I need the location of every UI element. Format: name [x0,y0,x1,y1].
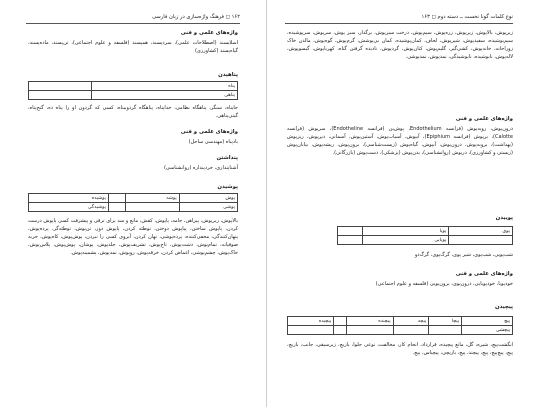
table-row [288,326,513,335]
table-row [338,227,513,236]
table-row [29,194,238,203]
paragraph: اسلایسند (اصطلاحات علمی)، سردپسند، همپسند (فلسفه و علوم اجتماعی)، تن‌پسند، ماده‌پسند، گیاه‌پسند (کشاورزی) [28,40,238,54]
table-row [29,91,238,100]
table-cell [29,91,92,100]
table-cell [334,326,347,335]
right-page [267,0,534,407]
paragraph: زیرپوش، بالاپوش، زیرپوش، زره‌پوش، سیم‌پوش، درخت سبزپوش، برگدار، سبز پوش، سرپوش، سرپوشیده، سیم‌پوشیده، سفیدپوش، شیرپوش، لحاف، کمان‌پوشیده، کمان بی‌پوشش، گرم‌پوش، گوه‌پوش، مالدن خاک زوراخانه، خانه‌پوش، کشی‌گیر، گلیم‌پوش، کتان‌پوش، گردپوش، نادیده گرفتن گناه، کهربا‌پوش، گیسوپوش، لاله‌پوش، نابوشیده، نابوشیدگی، نمدپوش، نمدپوشی. [287,30,513,60]
table-cell [109,194,126,203]
section-heading: واژه‌های علمی و فنی [180,30,238,36]
table-cell: پیچیده [288,317,334,326]
section-heading: واژه‌های علمی و فنی [455,271,513,277]
table-cell [429,326,462,335]
section-heading: پیچیدن [494,304,513,310]
table-row [338,236,513,245]
word-table [287,316,513,335]
paragraph: آشناپنداری، خردپنداره (روانشناسی) [163,165,238,171]
paragraph: شب‌پویی، شب‌پوی، شیر پوی، گرگ‌پوی، گرگ‌دو [414,252,513,258]
paragraph: بالاپوش، زیرپوش، پیراهن، جامه، پاپوش، کفش، مانع و سد برای ترقی و پیشرفت کسی پاپوش درست کردن، پاپوش ساختن، پیاپوش دوختن، توطئه کردن، پاپوش دوز، تن‌پوش، توطئه‌گر، پرده‌پوش، پنهان‌کنندگی، مخفی‌کننده، پرده‌پوشی، نهان کردن، آبروی کسی را نبردن، پوش‌پوش، کاه‌پوش، حربه صوفیانه، تمام‌پوش، دشت‌پوش، تاج‌پوش، تشریف‌پوش، جلد‌پوش، پوشان، پوش‌پوش، پلاس‌پوش، خاک‌پوش، چشم‌پوشی، اغماض کردن، خرقه‌پوش، رو‌پوش، نمدپوش، پشمینه‌پوش. [28,218,238,256]
page-header: ۱۶۲ ◻ فرهنگ واژه‌سازی در زبان فارسی [152,14,240,20]
section-heading: پوشیدن [217,184,238,190]
paragraph: خودپویا، خودپویایی، درون‌پوی، برون‌پویی (فلسفه و علوم اجتماعی) [375,281,513,287]
table-cell: پیچا [429,317,462,326]
table-cell: پناهی [91,91,237,100]
paragraph: درون‌پوش، رویه‌پوش (فرانسه Endothelium، پوش‌بن (فرانسه Endotheline)، سرپوش (فرانسه Calotte)، برپوش (فرانسه Epiphium)، آبپوش، آسیاب‌پوش، آستین‌پوش، آسمانی، دیرپوش، ریزپوش (بهداشت)، بروبه‌پوش، درون‌پوش، آبپوش، گیاه‌پوش (زیست‌شناسی)، برون‌پوش، ریشه‌پوش، بیابان‌پوش (زیستی و کشاورزی)، درپوش (روانشناسی)، بدن‌پوش (پزشکی)، دست‌پوش (بازرگانی). [287,126,514,156]
table-cell: پوش [179,194,237,203]
table-cell [338,227,363,236]
table-cell: پویا [363,227,449,236]
table-cell: پوشیده [29,194,109,203]
table-row [29,203,238,212]
section-heading: پناهیدن [218,72,238,78]
table-cell [334,317,347,326]
table-row [288,317,513,326]
word-table [28,193,238,212]
table-cell: پیچه [393,317,429,326]
word-table [337,226,513,245]
table-cell [449,236,513,245]
header-rule [26,23,240,24]
table-cell [338,236,363,245]
section-heading: واژه‌های علمی و فنی [180,129,238,135]
table-cell: پیچشی [462,326,513,335]
table-cell: پوشه [126,194,179,203]
paragraph: جایناه، سنگر، پناهگاه نظامی، خداپناه، پناهگاه گردوبیناه، کسی که گردون او را پناه ده، گنج‌پناه، گیتی‌پناهی. [28,105,238,119]
table-cell: پوشی [179,203,237,212]
paragraph: انگشت‌پیچ، شیره، گل، مانع پیچیده، قرارداد، انجام کار، مخالفت، نوعی حلوا، بازیچ، زیرسیقی، جانب، بازیچ، پیچ، پیچ‌پیچ، پیچ، پیچند، پیچ، بازیچی، پیچیاس، پیچ. [287,342,513,356]
table-row [29,82,238,91]
section-heading: پوییدن [495,215,513,221]
section-heading: پنداشتن [216,155,238,161]
table-cell: پیچنده [347,317,393,326]
table-cell [393,326,429,335]
table-cell [109,203,126,212]
table-cell: پوی [449,227,513,236]
table-cell [288,326,334,335]
table-cell: پیچ [462,317,513,326]
header-rule [285,23,513,24]
table-cell [29,82,92,91]
section-heading: واژه‌های علمی و فنی [455,116,513,122]
table-cell [347,326,393,335]
table-cell [126,203,179,212]
table-cell: پویایی [363,236,449,245]
word-table [28,81,238,100]
table-cell: پوشیدگی [29,203,109,212]
paragraph: بادپناه (مهندسی ساحل) [188,139,238,145]
table-cell: پناه [91,82,237,91]
page-header: نوع کلمات گونا نخست ــ دسته دوم ◻ ۱۶۳ [421,14,513,20]
